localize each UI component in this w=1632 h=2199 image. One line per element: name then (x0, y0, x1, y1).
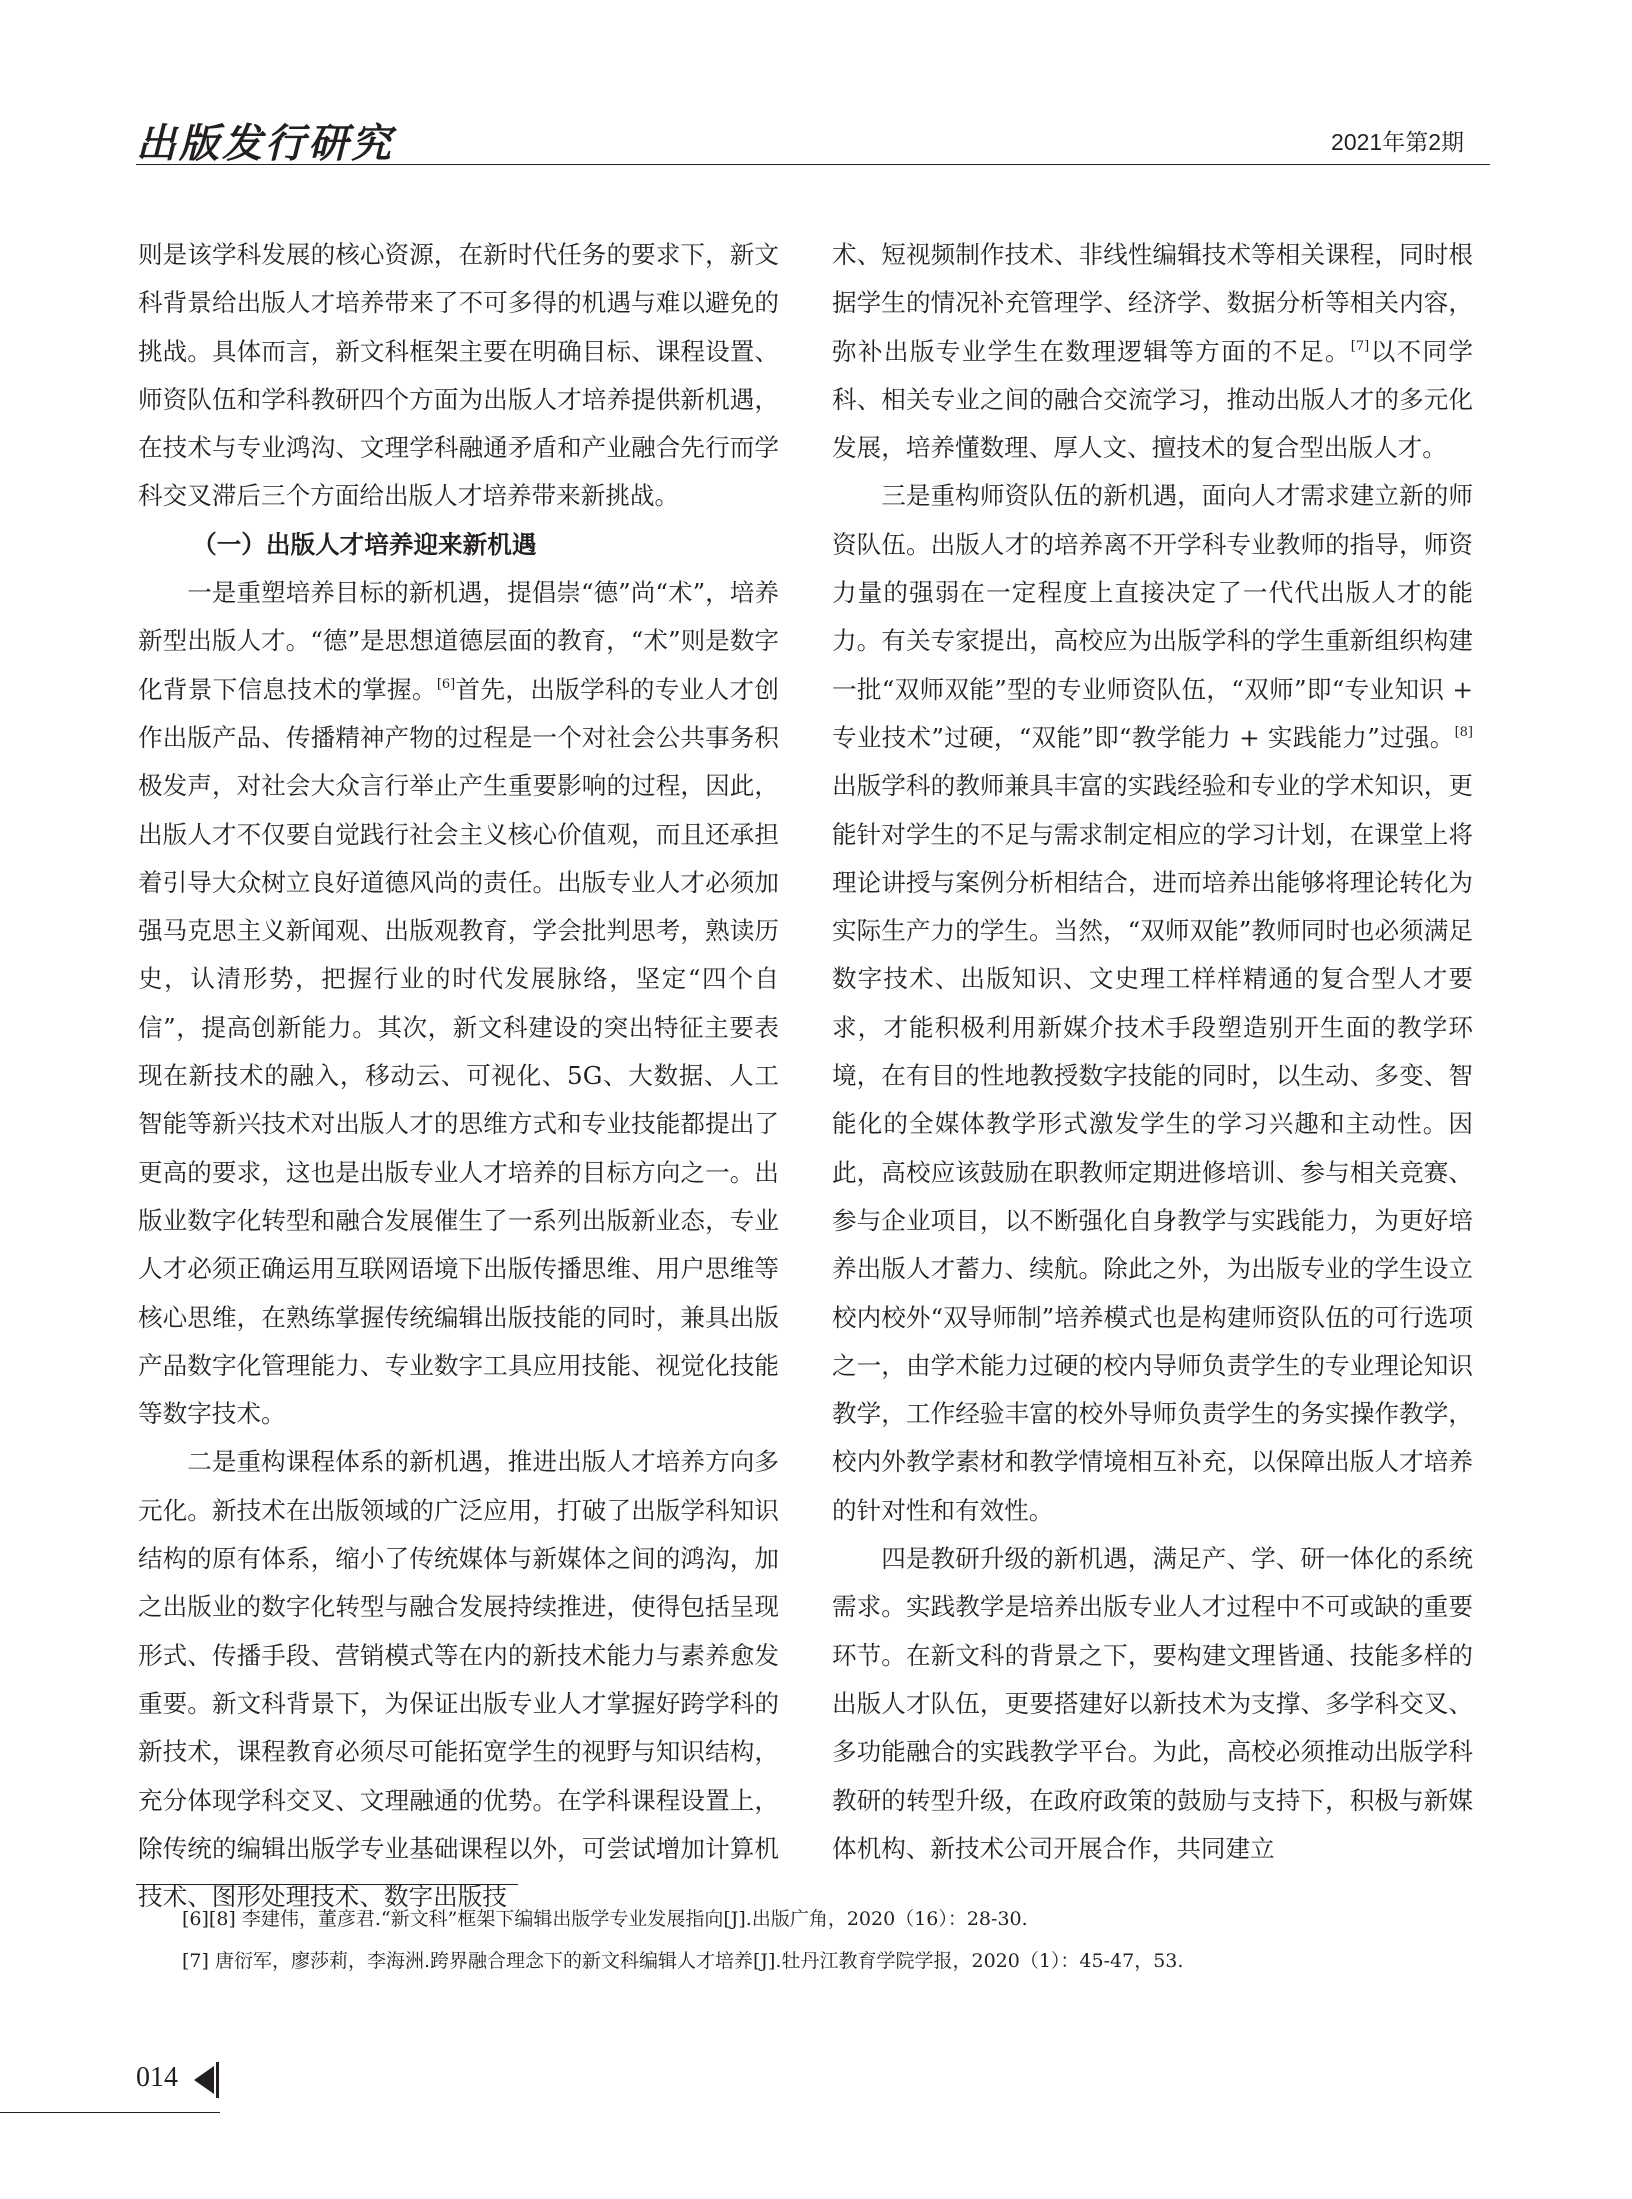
page-marker-triangle-icon (194, 2066, 214, 2094)
footnote: [6][8] 李建伟，董彦君.“新文科”框架下编辑出版学专业发展指向[J].出版广角，2020（16）：28-30. (182, 1908, 1028, 1930)
paragraph-text: 以不同学科、相关专业之间的融合交流学习，推动出版人才的多元化发展，培养懂数理、厚人文、擅技术的复合型出版人才。 (832, 336, 1473, 463)
issue-label: 2021年第2期 (1331, 129, 1464, 155)
journal-title: 出版发行研究 (136, 120, 394, 167)
footnote: [7] 唐衍军，廖莎莉，李海洲.跨界融合理念下的新文科编辑人才培养[J].牡丹江教育学院学报，2020（1）：45-47，53. (182, 1950, 1184, 1972)
left-column (138, 231, 779, 1921)
page-rule (0, 2112, 220, 2113)
footnote-rule (136, 1884, 518, 1885)
paragraph: 四是教研升级的新机遇，满足产、学、研一体化的系统需求。实践教学是培养出版专业人才过程中不可或缺的重要环节。在新文科的背景之下，要构建文理皆通、技能多样的出版人才队伍，更要搭建好以新技术为支撑、多学科交叉、多功能融合的实践教学平台。为此，高校必须推动出版学科教研的转型升级，在政府政策的鼓励与支持下，积极与新媒体机构、新技术公司开展合作，共同建立 (832, 1544, 1473, 1863)
paragraph-text: 首先，出版学科的专业人才创作出版产品、传播精神产物的过程是一个对社会公共事务积极发声，对社会大众言行举止产生重要影响的过程，因此，出版人才不仅要自觉践行社会主义核心价值观，而且还承担着引导大众树立良好道德风尚的责任。出版专业人才必须加强马克思主义新闻观、出版观教育，学会批判思考，熟读历史，认清形势，把握行业的时代发展脉络，坚定“四个自信”，提高创新能力。其次，新文科建设的突出特征主要表现在新技术的融入，移动云、可视化、5G、大数据、人工智能等新兴技术对出版人才的思维方式和专业技能都提出了更高的要求，这也是出版专业人才培养的目标方向之一。出版业数字化转型和融合发展催生了一系列出版新业态，专业人才必须正确运用互联网语境下出版传播思维、用户思维等核心思维，在熟练掌握传统编辑出版技能的同时，兼具出版产品数字化管理能力、专业数字工具应用技能、视觉化技能等数字技术。 (138, 674, 779, 1429)
paragraph-text: 出版学科的教师兼具丰富的实践经验和专业的学术知识，更能针对学生的不足与需求制定相应的学习计划，在课堂上将理论讲授与案例分析相结合，进而培养出能够将理论转化为实际生产力的学生。当然，“双师双能”教师同时也必须满足数字技术、出版知识、文史理工样样精通的复合型人才要求，才能积极利用新媒介技术手段塑造别开生面的教学环境，在有目的性地教授数字技能的同时，以生动、多变、智能化的全媒体教学形式激发学生的学习兴趣和主动性。因此，高校应该鼓励在职教师定期进修培训、参与相关竞赛、参与企业项目，以不断强化自身教学与实践能力，为更好培养出版人才蓄力、续航。除此之外，为出版专业的学生设立校内校外“双导师制”培养模式也是构建师资队伍的可行选项之一，由学术能力过硬的校内导师负责学生的专业理论知识教学，工作经验丰富的校外导师负责学生的务实操作教学，校内外教学素材和教学情境相互补充，以保障出版人才培养的针对性和有效性。 (832, 771, 1473, 1525)
right-column (832, 231, 1473, 1873)
citation-ref: [8] (1454, 724, 1473, 740)
page-number: 014 (136, 2062, 178, 2093)
paragraph (138, 569, 779, 1438)
paragraph (832, 472, 1473, 1535)
paragraph (832, 231, 1473, 472)
paragraph-text: 术、短视频制作技术、非线性编辑技术等相关课程，同时根据学生的情况补充管理学、经济学、数据分析等相关内容，弥补出版专业学生在数理逻辑等方面的不足。 (832, 240, 1473, 366)
section-heading: （一）出版人才培养迎来新机遇 (192, 529, 537, 559)
header-rule (136, 164, 1490, 165)
citation-ref: [6] (436, 676, 456, 692)
paragraph: 二是重构课程体系的新机遇，推进出版人才培养方向多元化。新技术在出版领域的广泛应用，打破了出版学科知识结构的原有体系，缩小了传统媒体与新媒体之间的鸿沟，加之出版业的数字化转型与融合发展持续推进，使得包括呈现形式、传播手段、营销模式等在内的新技术能力与素养愈发重要。新文科背景下，为保证出版专业人才掌握好跨学科的新技术，课程教育必须尽可能拓宽学生的视野与知识结构，充分体现学科交叉、文理融通的优势。在学科课程设置上，除传统的编辑出版学专业基础课程以外，可尝试增加计算机技术、图形处理技术、数字出版技 (138, 1447, 779, 1912)
paragraph-text: 三是重构师资队伍的新机遇，面向人才需求建立新的师资队伍。出版人才的培养离不开学科专业教师的指导，师资力量的强弱在一定程度上直接决定了一代代出版人才的能力。有关专家提出，高校应为出版学科的学生重新组织构建一批“双师双能”型的专业师资队伍，“双师”即“专业知识 + 专业技术”过硬，“双能”即“教学能力 + 实践能力”过强。 (832, 481, 1473, 752)
paragraph: 则是该学科发展的核心资源，在新时代任务的要求下，新文科背景给出版人才培养带来了不可多得的机遇与难以避免的挑战。具体而言，新文科框架主要在明确目标、课程设置、师资队伍和学科教研四个方面为出版人才培养提供新机遇，在技术与专业鸿沟、文理学科融通矛盾和产业融合先行而学科交叉滞后三个方面给出版人才培养带来新挑战。 (138, 240, 779, 511)
paragraph-text: 一是重塑培养目标的新机遇，提倡崇“德”尚“术”，培养新型出版人才。“德”是思想道德层面的教育，“术”则是数字化背景下信息技术的掌握。 (138, 578, 779, 704)
footnotes (182, 1898, 1482, 1982)
page-marker-bar (216, 2062, 219, 2098)
citation-ref: [7] (1350, 338, 1370, 354)
